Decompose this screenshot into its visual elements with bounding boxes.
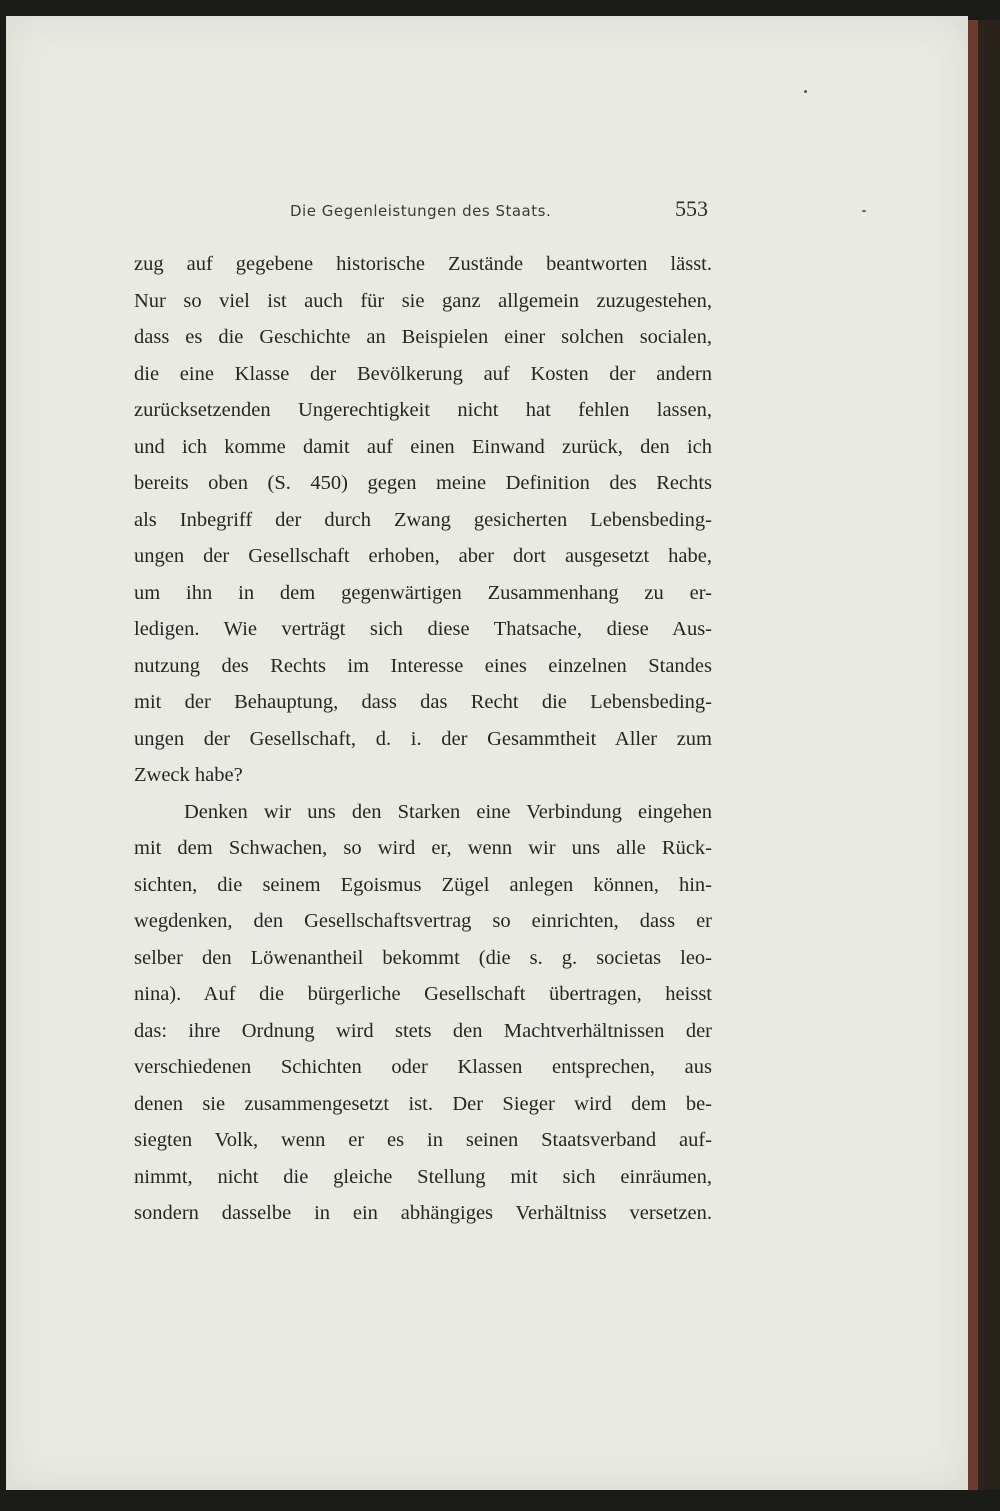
text-line: die eine Klasse der Bevölkerung auf Kosten der andern	[134, 362, 712, 385]
page-header	[134, 196, 712, 226]
text-line: Nur so viel ist auch für sie ganz allgemein zuzugestehen,	[134, 289, 712, 312]
text-line: zug auf gegebene historische Zustände beantworten lässt.	[134, 253, 712, 275]
text-line: mit dem Schwachen, so wird er, wenn wir uns alle Rück-	[134, 837, 712, 859]
text-line: sondern dasselbe in ein abhängiges Verhältniss versetzen.	[134, 1202, 712, 1224]
text-line: selber den Löwenantheil bekommt (die s. g. societas leo-	[134, 946, 712, 969]
book-edge-dark	[978, 20, 1000, 1490]
text-line: nimmt, nicht die gleiche Stellung mit sich einräumen,	[134, 1165, 712, 1188]
text-line: zurücksetzenden Ungerechtigkeit nicht hat fehlen lassen,	[134, 399, 712, 421]
text-line: Zweck habe?	[134, 764, 243, 786]
text-line: als Inbegriff der durch Zwang gesicherten Lebensbeding-	[134, 508, 712, 531]
book-edge-red	[968, 20, 978, 1490]
text-line: nina). Auf die bürgerliche Gesellschaft übertragen, heisst	[134, 983, 712, 1005]
text-line: wegdenken, den Gesellschaftsvertrag so einrichten, dass er	[134, 910, 712, 932]
text-line: dass es die Geschichte an Beispielen einer solchen socialen,	[134, 326, 712, 348]
text-line: nutzung des Rechts im Interesse eines einzelnen Standes	[134, 654, 712, 677]
text-line: Denken wir uns den Starken eine Verbindung eingehen	[184, 800, 712, 823]
text-line: ungen der Gesellschaft erhoben, aber dort ausgesetzt habe,	[134, 545, 712, 567]
paper-speck	[862, 210, 866, 212]
text-line: um ihn in dem gegenwärtigen Zusammenhang zu er-	[134, 581, 712, 604]
text-line: siegten Volk, wenn er es in seinen Staatsverband auf-	[134, 1129, 712, 1151]
text-line: verschiedenen Schichten oder Klassen entsprechen, aus	[134, 1056, 712, 1078]
body-text	[134, 246, 712, 1232]
text-line: das: ihre Ordnung wird stets den Machtverhältnissen der	[134, 1019, 712, 1042]
page-number: 553	[675, 196, 708, 221]
text-line: ungen der Gesellschaft, d. i. der Gesammtheit Aller zum	[134, 727, 712, 750]
paper-speck	[804, 90, 807, 93]
text-line: mit der Behauptung, dass das Recht die Lebensbeding-	[134, 691, 712, 713]
paragraph-2	[134, 794, 712, 1232]
paragraph-1	[134, 246, 712, 794]
text-line: und ich komme damit auf einen Einwand zurück, den ich	[134, 435, 712, 458]
text-line: ledigen. Wie verträgt sich diese Thatsache, diese Aus-	[134, 618, 712, 640]
text-line: denen sie zusammengesetzt ist. Der Sieger wird dem be-	[134, 1092, 712, 1115]
text-line: sichten, die seinem Egoismus Zügel anlegen können, hin-	[134, 873, 712, 896]
running-head: Die Gegenleistungen des Staats.	[290, 202, 552, 220]
text-line: bereits oben (S. 450) gegen meine Definition des Rechts	[134, 472, 712, 494]
